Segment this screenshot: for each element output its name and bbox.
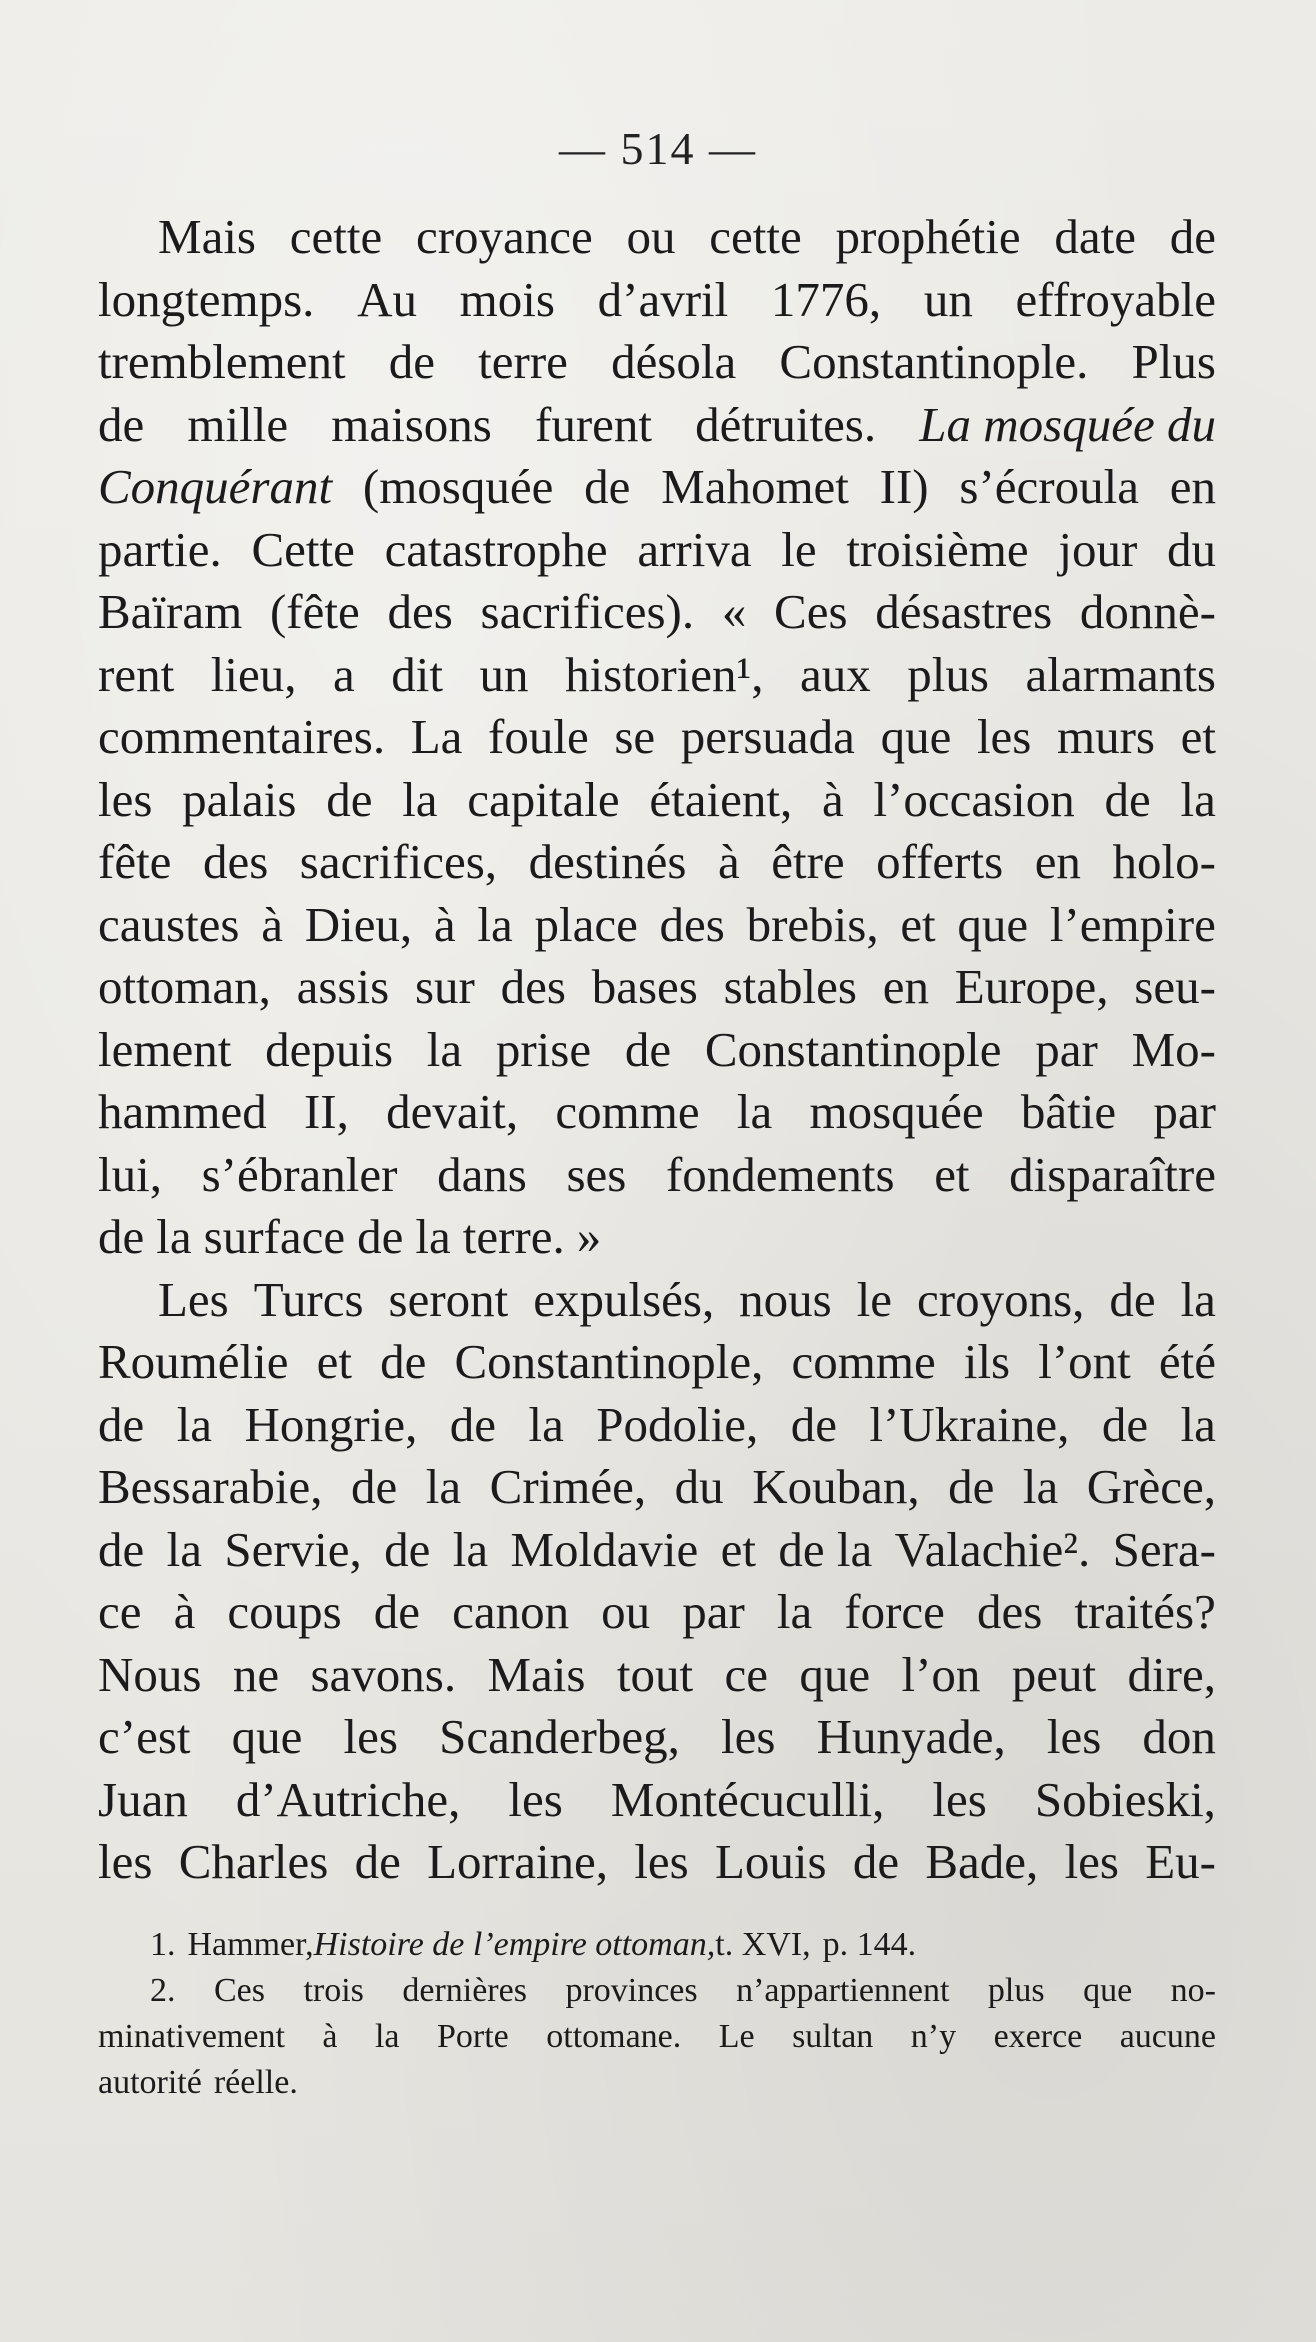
text-line: Nous ne savons. Mais tout ce que l’on peut dire, [98, 1646, 1216, 1702]
text-line: longtemps. Au mois d’avril 1776, un effroyable [98, 271, 1216, 327]
text-line: c’est que les Scanderbeg, les Hunyade, les don [98, 1709, 1216, 1764]
text-line: de mille maisons furent détruites. La mosquée du [98, 394, 1216, 457]
text-line: de la Hongrie, de la Podolie, de l’Ukraine, de la [98, 1396, 1216, 1452]
text-line: rent lieu, a dit un historien¹, aux plus alarmants [98, 644, 1216, 707]
italic-title: Conquérant [98, 459, 333, 514]
text-line: lui, s’ébranler dans ses fondements et disparaître [98, 1146, 1216, 1202]
text-line: lement depuis la prise de Constantinople par Mo- [98, 1021, 1216, 1077]
text-line: Les Turcs seront expulsés, nous le croyons, de la [158, 1271, 1216, 1327]
footnote-1: 1. Hammer, Histoire de l’empire ottoman, t. XVI, p. 144. [98, 1922, 1216, 1968]
text-line: partie. Cette catastrophe arriva le troisième jour du [98, 521, 1216, 577]
footnote-2-continued: minativement à la Porte ottomane. Le sultan n’y exerce aucune [98, 2018, 1216, 2055]
footnote-ref-2: Valachie². [894, 1521, 1091, 1577]
text-line: ce à coups de canon ou par la force des traités? [98, 1584, 1216, 1639]
text-line: Conquérant (mosquée de Mahomet II) s’écroula en [98, 456, 1216, 519]
page-number-header: — 514 — [559, 123, 757, 174]
text-line: les palais de la capitale étaient, à l’occasion de la [98, 771, 1216, 827]
body-text [98, 206, 1216, 1894]
text-line: caustes à Dieu, à la place des brebis, et que l’empire [98, 896, 1216, 952]
text-line: tremblement de terre désola Constantinople. Plus [98, 334, 1216, 389]
text-line: de la Servie, de la Moldavie et de la Valachie². Sera- [98, 1519, 1216, 1582]
text-line: de la surface de la terre. » [98, 1209, 602, 1264]
footnote-2-end: autorité réelle. [98, 2064, 298, 2101]
italic-title: La mosquée du [919, 396, 1216, 452]
footnote-ref-1: historien¹, [565, 646, 764, 702]
text-line: hammed II, devait, comme la mosquée bâtie par [98, 1084, 1216, 1139]
text-line: Baïram (fête des sacrifices). « Ces désastres donnè- [98, 584, 1216, 639]
footnote-italic-title: Histoire de l’empire ottoman, [313, 1926, 716, 1963]
text-line: Juan d’Autriche, les Montécuculli, les Sobieski, [98, 1771, 1216, 1827]
text-line: Mais cette croyance ou cette prophétie date de [158, 209, 1216, 264]
text-line: fête des sacrifices, destinés à être offerts en holo- [98, 834, 1216, 889]
footnote-2: 2. Ces trois dernières provinces n’appartiennent plus que no- [150, 1972, 1216, 2009]
text-line: ottoman, assis sur des bases stables en Europe, seu- [98, 959, 1216, 1014]
text-line: Bessarabie, de la Crimée, du Kouban, de la Grèce, [98, 1459, 1216, 1514]
text-line: Roumélie et de Constantinople, comme ils l’ont été [98, 1334, 1216, 1389]
text-line: commentaires. La foule se persuada que les murs et [98, 709, 1216, 764]
text-line: les Charles de Lorraine, les Louis de Bade, les Eu- [98, 1834, 1216, 1889]
footnotes [98, 1922, 1216, 2106]
